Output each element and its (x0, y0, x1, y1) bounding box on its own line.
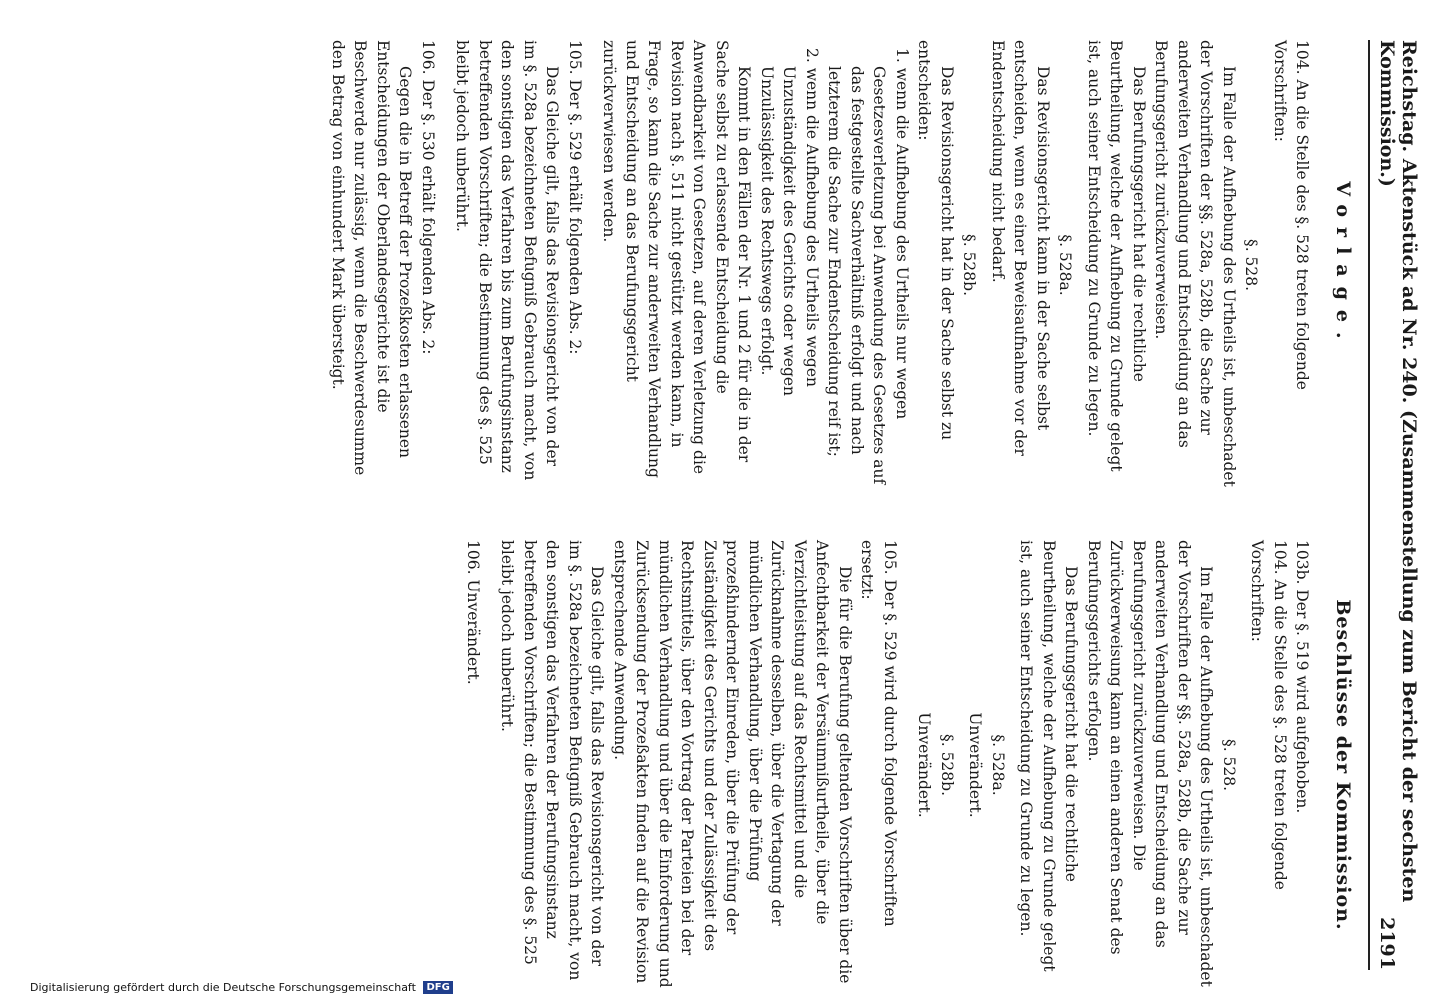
paragraph-104-intro: 104. An die Stelle des §. 528 treten folgende Vorschriften: (1271, 40, 1312, 390)
digitization-note-text: Digitalisierung gefördert durch die Deutsche Forschungsgemeinschaft (30, 980, 416, 994)
section-528-heading: §. 528. (1220, 738, 1238, 792)
section-528b-item-2: 2. wenn die Aufhebung des Urtheils wegen Unzuständigkeit des Gerichts oder wegen Unzulässigkeit des Rechtswegs erfolgt. (758, 48, 821, 397)
dfg-logo: DFG (423, 981, 452, 994)
left-column-title: Vorlage. (1332, 181, 1354, 349)
section-528b-paragraph-2: Kommt in den Fällen der Nr. 1 und 2 für die in der Sache selbst zu erlassende Entscheidung die Anwendbarkeit von Gesetzen, auf deren Verletzung die Revision nach §. 511 nicht gestützt werden kann, in Frage, so kann die Sache zur anderweiten Verhandlung und Entscheidung an das Berufungsgericht zurückverwiesen werden. (600, 40, 754, 478)
right-column-title: Beschlüsse der Kommission. (1332, 599, 1354, 931)
page-header (1368, 40, 1420, 970)
digitization-note (30, 981, 453, 995)
section-528-text: Im Falle der Aufhebung des Urtheils ist, unbeschadet der Vorschriften der §§. 528a, 528b, die Sache zur anderweiten Verhandlung und Entscheidung an das Berufungsgericht zurückzuverweisen. (1152, 40, 1238, 487)
section-528a-text: Unverändert. (966, 712, 985, 818)
section-528b-heading: §. 528b. (960, 233, 979, 297)
section-528a-text: Das Revisionsgericht kann in der Sache selbst entscheiden, wenn es einer Beweisaufnahme vor der Endentscheidung nicht bedarf. (989, 40, 1052, 456)
section-528-text: Im Falle der Aufhebung des Urtheils ist, unbeschadet der Vorschriften der §§. 528a, 528b, die Sache zur anderweiten Verhandlung und Entscheidung an das Berufungsgericht zurückzuverweisen. Die Zurückverweisung kann an einen anderen Senat des Berufungsgerichts erfolgen. (1085, 540, 1216, 987)
section-528b-item-1: 1. wenn die Aufhebung des Urtheils nur wegen Gesetzesverletzung bei Anwendung des Gesetzes auf das festgestellte Sachverhältniß erfolgt und nach letzterem die Sache zur Endentscheidung reif ist; (825, 48, 911, 485)
section-528-paragraph-2: Das Berufungsgericht hat die rechtliche Beurtheilung, welche der Aufhebung zu Grunde gelegt ist, auch seiner Entscheidung zu Grunde zu legen. (1085, 40, 1148, 472)
paragraph-105-text: Die für die Berufung geltenden Vorschriften über die Anfechtbarkeit der Versäumnißurtheile, über die Verzichtleistung auf das Rechtsmittel und die Zurücknahme desselben, über die Vertagung der mündlichen Verhandlung, über die Prüfung prozeßhindernder Einreden, über die Prüfung der Zuständigkeit des Gerichts und der Zulässigkeit des Rechtsmittels, über den Vortrag der Parteien bei der mündlichen Verhandlung und über die Einforderung und Zurücksendung der Prozeßakten finden auf die Revision entsprechende Anwendung. (611, 540, 854, 988)
section-528b-heading: §. 528b. (938, 733, 956, 797)
section-528a-heading: §. 528a. (1056, 234, 1075, 296)
paragraph-104-intro: 104. An die Stelle des §. 528 treten folgende Vorschriften: (1248, 540, 1289, 890)
section-528b-text: Unverändert. (915, 712, 934, 818)
paragraph-106: 106. Unverändert. (464, 540, 482, 685)
section-528-paragraph-2: Das Berufungsgericht hat die rechtliche Beurtheilung, welche der Aufhebung zu Grunde gelegt ist, auch seiner Entscheidung zu Grunde zu legen. (1017, 540, 1081, 972)
paragraph-103b: 103b. Der §. 519 wird aufgehoben. (1293, 540, 1312, 814)
section-528-heading: §. 528. (1242, 238, 1261, 292)
page-number: 2191 (1376, 917, 1398, 970)
header-title: Reichstag. Aktenstück ad Nr. 240. (Zusammenstellung zum Bericht der sechsten Kommission.) (1376, 40, 1420, 903)
paragraph-105: 105. Der §. 529 erhält folgenden Abs. 2: (566, 40, 584, 355)
paragraph-105-text: Das Gleiche gilt, falls das Revisionsgericht von der im §. 528a bezeichneten Befugniß Gebrauch macht, von den sonstigen das Verfahren bis zum Berufungsinstanz betreffenden Vorschriften; die Bestimmung des §. 525 bleibt jedoch unberührt. (453, 40, 562, 481)
right-column-beschluesse (462, 540, 1365, 990)
paragraph-106-text: Gegen die in Betreff der Prozeßkosten erlassenen Entscheidungen der Oberlandesgerichte ist die Beschwerde nur zulässig, wenn die Beschwerdesumme den Betrag von einhundert Mark übersteigt. (329, 40, 415, 476)
left-column-vorlage (327, 40, 1365, 490)
paragraph-105: 105. Der §. 529 wird durch folgende Vorschriften ersetzt: (858, 540, 899, 927)
paragraph-106: 106. Der §. 530 erhält folgenden Abs. 2: (419, 40, 437, 355)
section-528a-heading: §. 528a. (989, 734, 1007, 796)
paragraph-105-text-2: Das Gleiche gilt, falls das Revisionsgericht von der im §. 528a bezeichneten Befugniß Gebrauch macht, von den sonstigen das Verfahren der Berufungsinstanz betreffenden Vorschriften; die Bestimmung des §. 525 bleibt jedoch unberührt. (498, 540, 607, 981)
section-528b-intro: Das Revisionsgericht hat in der Sache selbst zu entscheiden: (915, 40, 956, 441)
